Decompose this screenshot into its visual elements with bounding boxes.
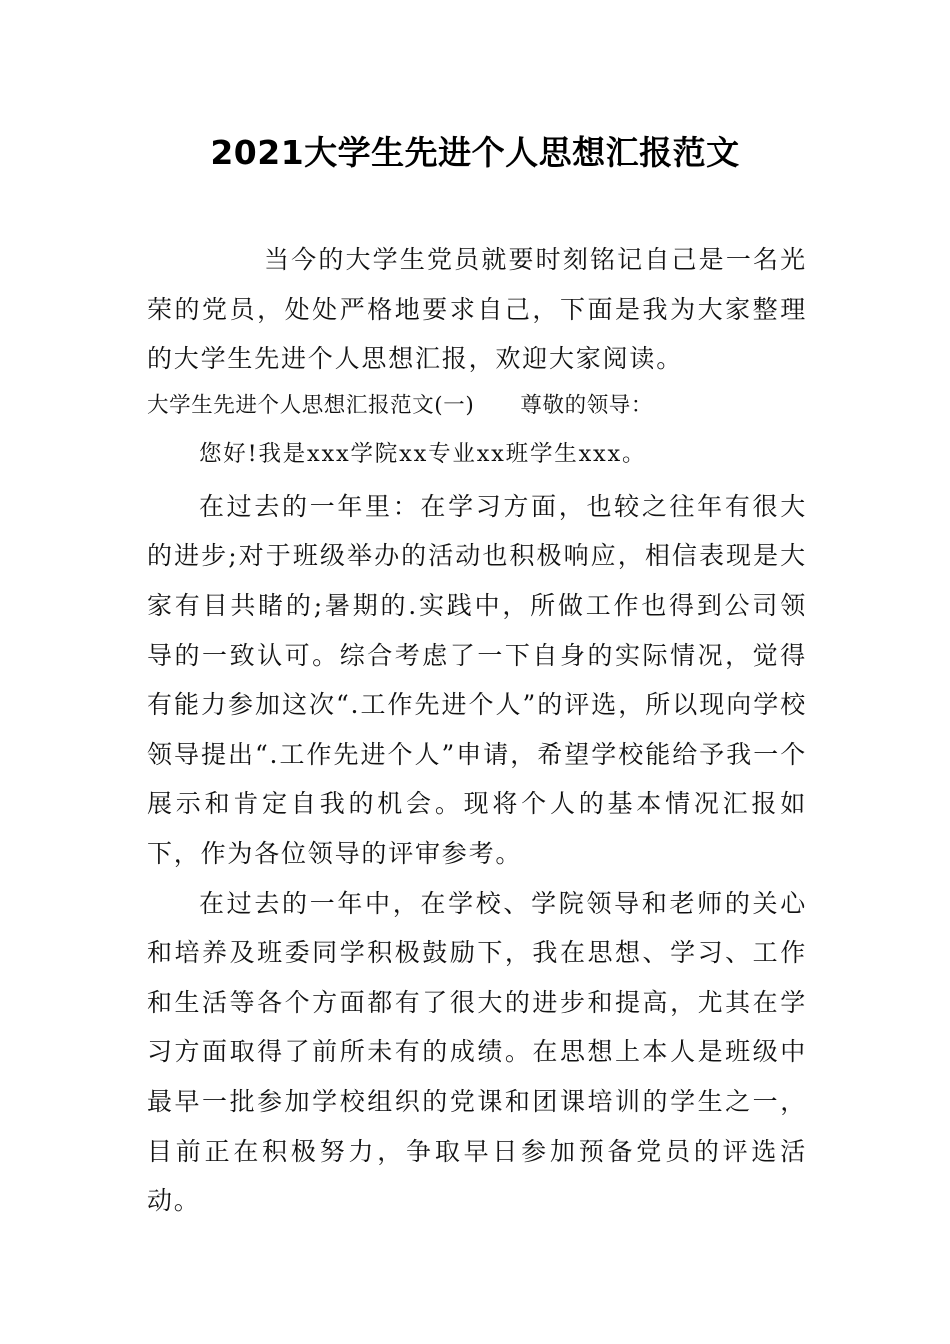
body-paragraph-1: 在过去的一年里：在学习方面，也较之往年有很大的进步;对于班级举办的活动也积极响应，相信表现是大家有目共睹的;暑期的.实践中，所做工作也得到公司领导的一致认可。综合考虑了一下自身的实际情况，觉得有能力参加这次“.工作先进个人”的评选，所以现向学校领导提出“.工作先进个人”申请，希望学校能给予我一个展示和肯定自我的机会。现将个人的基本情况汇报如下，作为各位领导的评审参考。 <box>147 491 807 868</box>
section-heading-line <box>147 384 807 428</box>
document-title: 2021大学生先进个人思想汇报范文 <box>210 133 740 172</box>
greeting-paragraph: 您好!我是xxx学院xx专业xx班学生xxx。 <box>199 440 647 467</box>
intro-paragraph: 当今的大学生党员就要时刻铭记自己是一名光荣的党员，处处严格地要求自己，下面是我为大家整理的大学生先进个人思想汇报，欢迎大家阅读。 <box>147 245 807 374</box>
section-heading: 大学生先进个人思想汇报范文(一) <box>147 392 475 418</box>
document-body <box>147 235 807 1226</box>
body-paragraph-2: 在过去的一年中，在学校、学院领导和老师的关心和培养及班委同学积极鼓励下，我在思想、学习、工作和生活等各个方面都有了很大的进步和提高，尤其在学习方面取得了前所未有的成绩。在思想上本人是班级中最早一批参加学校组织的党课和团课培训的学生之一，目前正在积极努力，争取早日参加预备党员的评选活动。 <box>147 888 807 1216</box>
salutation: 尊敬的领导： <box>520 392 653 418</box>
